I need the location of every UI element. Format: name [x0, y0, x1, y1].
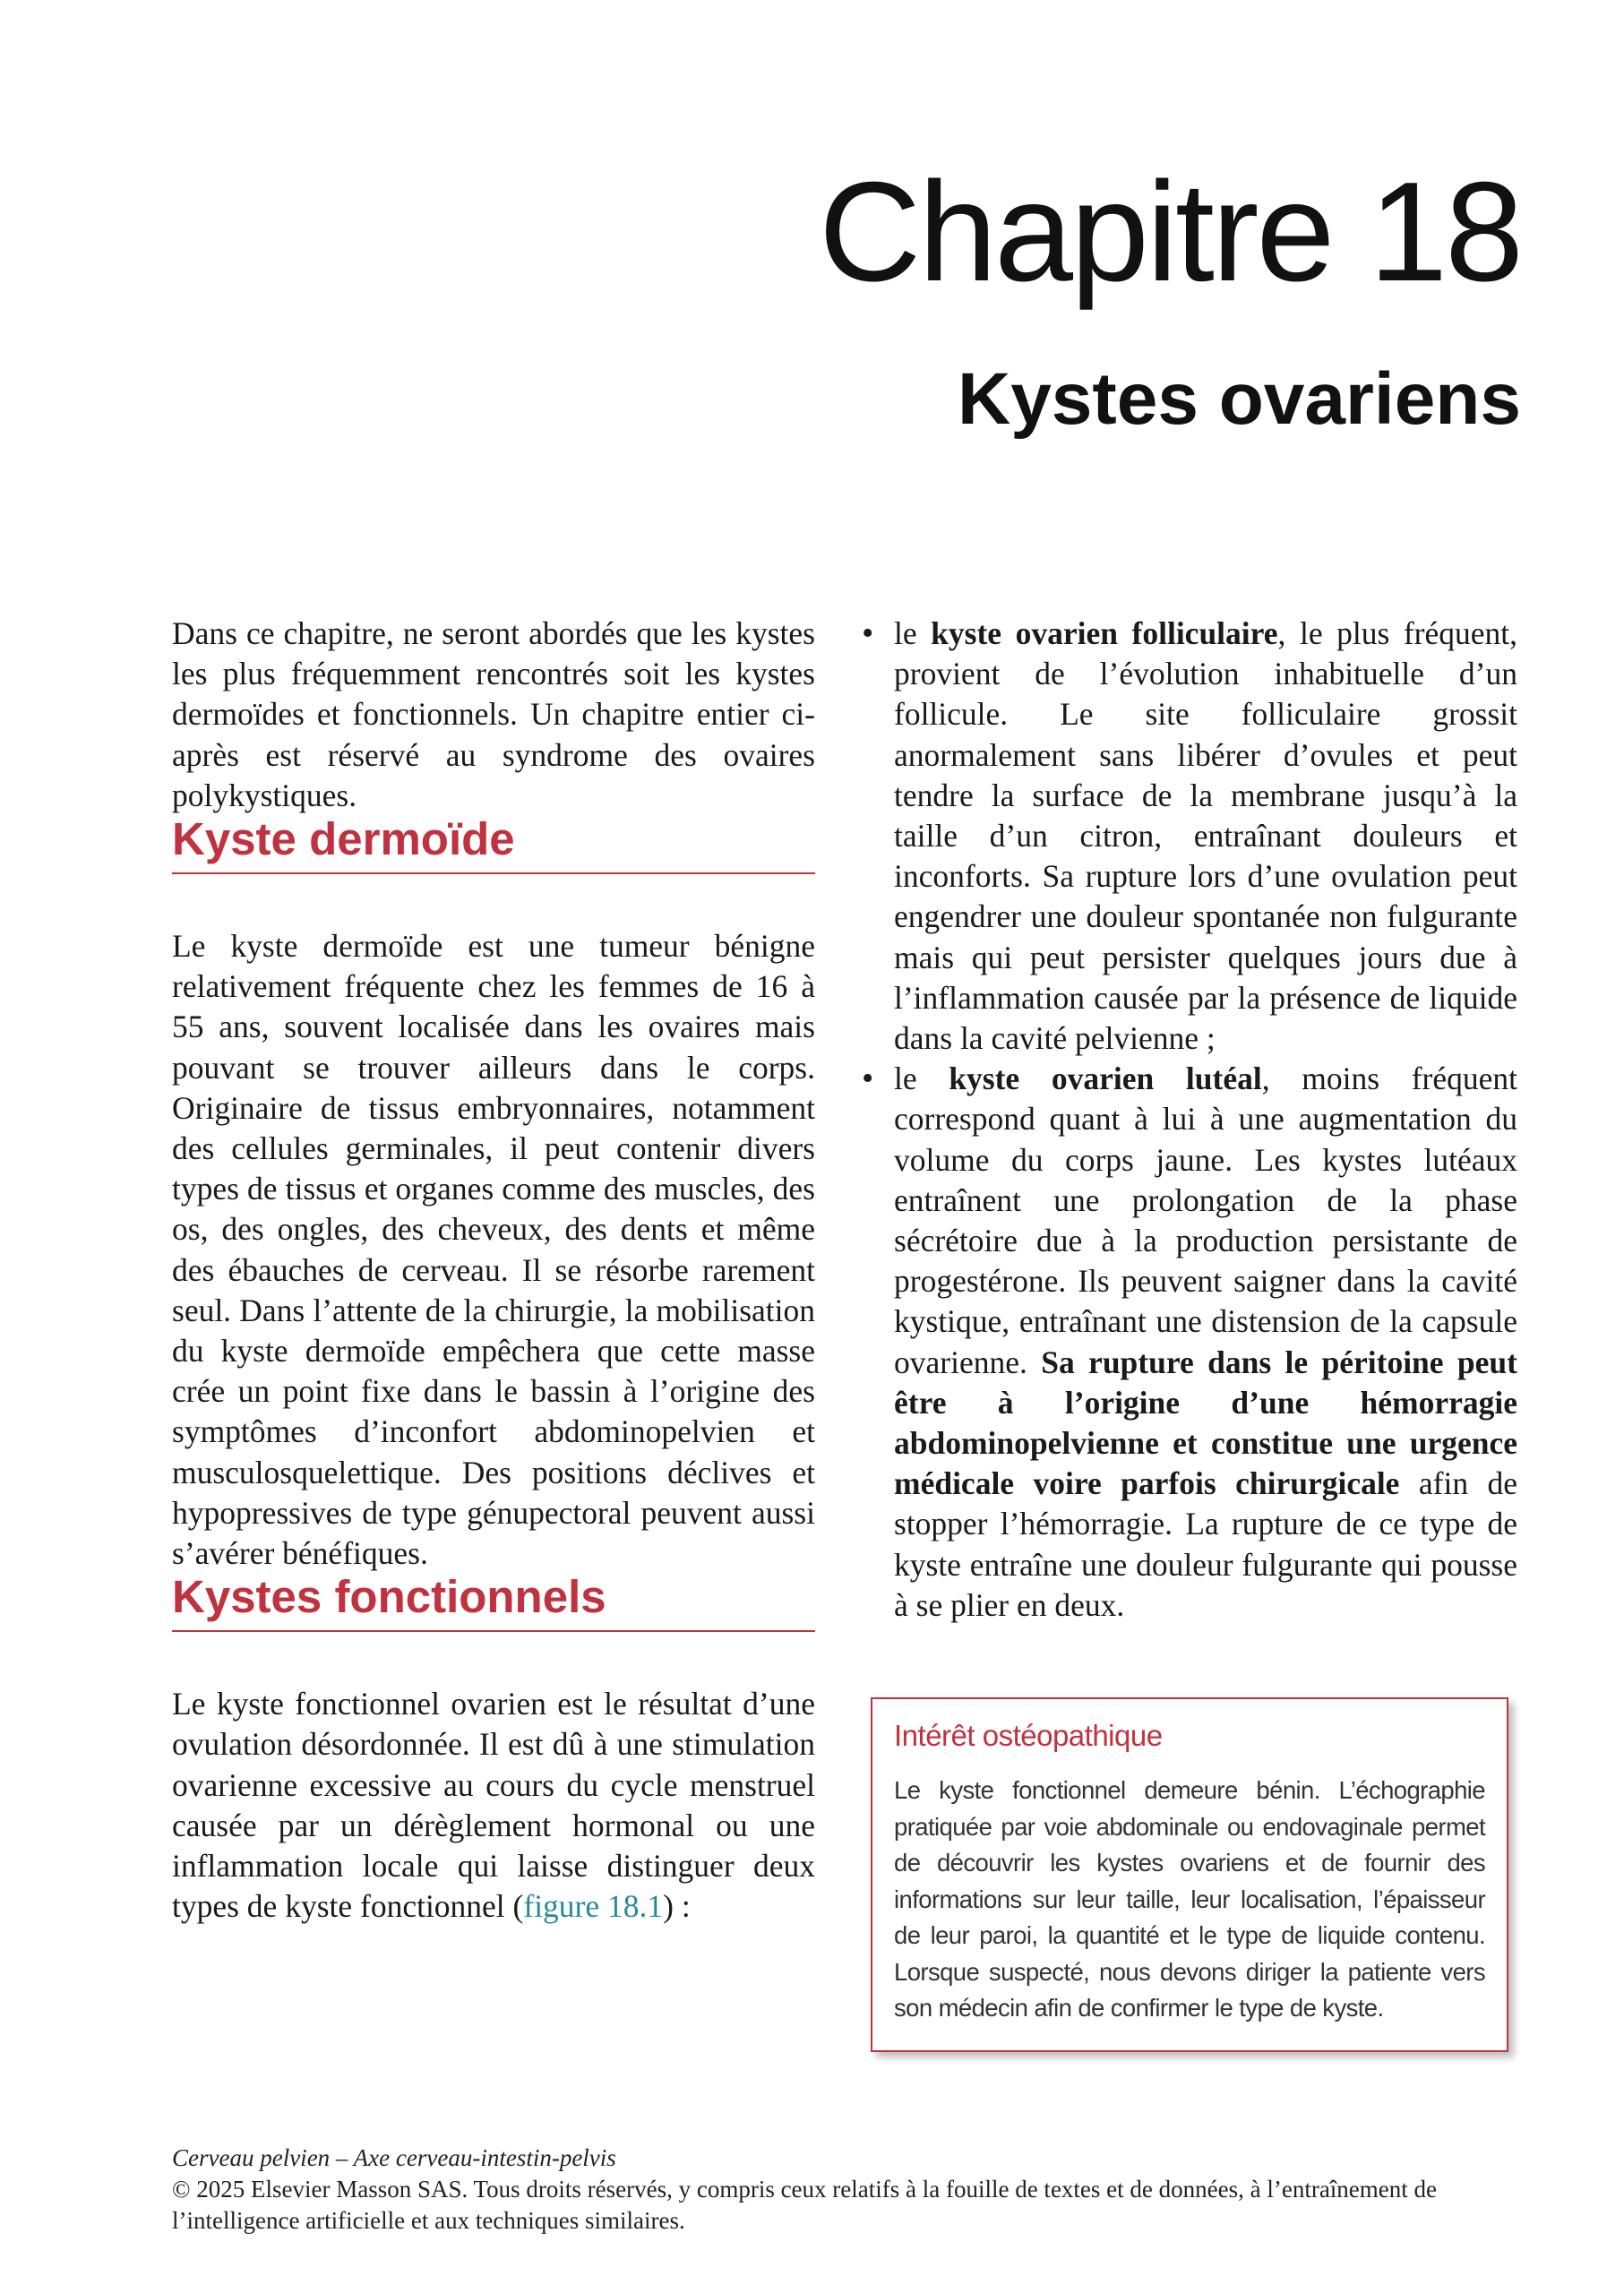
chapter-title: Kystes ovariens	[957, 358, 1521, 440]
intro-paragraph: Dans ce chapitre, ne seront abordés que les kystes les plus fréquemment rencontrés soit les kystes dermoïdes et fonctionnels. Un chapitre entier ci-après est réservé au syndrome des ovaires polykystiques.	[172, 615, 815, 813]
book-title: Cerveau pelvien – Axe cerveau-intestin-pelvis	[172, 2144, 616, 2171]
list-item-luteal	[862, 1059, 1517, 1626]
list-item-prefix: le	[894, 1061, 949, 1097]
list-item-prefix: le	[894, 615, 932, 651]
list-item-text: , le plus fréquent, provient de l’évolution inhabituelle d’un follicule. Le site folliculaire grossit anormalement sans libérer d’ovules et peut tendre la surface de la membrane jusqu’à la taille d’un citron, entraînant douleurs et inconforts. Sa rupture lors d’une ovulation peut engendrer une douleur spontanée non fulgurante mais qui peut persister quelques jours due à l’inflammation causée par la présence de liquide dans la cavité pelvienne ;	[894, 615, 1517, 1057]
fonctionnels-text-end: ) :	[663, 1888, 691, 1925]
list-item-text-end: afin de stopper l’hémorragie. La rupture de ce type de kyste entraîne une douleur fulgurante qui pousse à se plier en deux.	[894, 1465, 1518, 1623]
section-title-fonctionnels: Kystes fonctionnels	[172, 1574, 815, 1632]
dermoide-paragraph: Le kyste dermoïde est une tumeur bénigne relativement fréquente chez les femmes de 16 à 55 ans, souvent localisée dans les ovaires mais pouvant se trouver ailleurs dans le corps. Originaire de tissus embryonnaires, notamment des cellules germinales, il peut contenir divers types de tissus et organes comme des muscles, des os, des ongles, des cheveux, des dents et même des ébauches de cerveau. Il se résorbe rarement seul. Dans l’attente de la chirurgie, la mobilisation du kyste dermoïde empêchera que cette masse crée un point fixe dans le bassin à l’origine des symptômes d’inconfort abdominopelvien et musculosquelettique. Des positions déclives et hypopressives de type génupectoral peuvent aussi s’avérer bénéfiques.	[172, 928, 815, 1572]
figure-link[interactable]: figure 18.1	[523, 1888, 664, 1925]
list-item-term: kyste ovarien folliculaire	[931, 615, 1278, 651]
callout-title: Intérêt ostéopathique	[894, 1719, 1163, 1752]
copyright-notice: © 2025 Elsevier Masson SAS. Tous droits réservés, y compris ceux relatifs à la fouille de textes et de données, à l’entraînement de l’intelligence artificielle et aux techniques similaires.	[172, 2176, 1438, 2234]
fonctionnels-text: Le kyste fonctionnel ovarien est le résultat d’une ovulation désordonnée. Il est dû à une stimulation ovarienne excessive au cours du cycle menstruel causée par un dérèglement hormonal ou une inflammation locale qui laisse distinguer deux types de kyste fonctionnel (	[172, 1686, 815, 1925]
osteopathy-callout-box	[871, 1697, 1508, 2052]
right-column	[862, 614, 1517, 1626]
kyste-types-list	[862, 614, 1517, 1626]
callout-text: Le kyste fonctionnel demeure bénin. L’échographie pratiquée par voie abdominale ou endovaginale permet de découvrir les kystes ovariens et de fournir des informations sur leur taille, leur localisation, l’épaisseur de leur paroi, la quantité et le type de liquide contenu. Lorsque suspecté, nous devons diriger la patiente vers son médecin afin de confirmer le type de kyste.	[894, 1776, 1485, 2022]
page-footer	[172, 2143, 1516, 2237]
fonctionnels-paragraph	[172, 1684, 815, 1927]
list-item-text: , moins fréquent correspond quant à lui à une augmentation du volume du corps jaune. Les kystes lutéaux entraînent une prolongation de la phase sécrétoire due à la production persistante de progestérone. Ils peuvent saigner dans la cavité kystique, entraînant une distension de la capsule ovarienne.	[894, 1061, 1517, 1380]
list-item-term: kyste ovarien lutéal	[949, 1061, 1262, 1097]
left-column	[172, 614, 815, 1927]
list-item-folliculaire	[862, 614, 1517, 1059]
chapter-number: Chapitre 18	[819, 153, 1521, 311]
section-title-dermoide: Kyste dermoïde	[172, 816, 815, 874]
list-item-emphasis: Sa rupture dans le péritoine peut être à l’origine d’une hémorragie abdominopelvienne et constitue une urgence médicale voire parfois chirurgicale	[894, 1344, 1517, 1502]
